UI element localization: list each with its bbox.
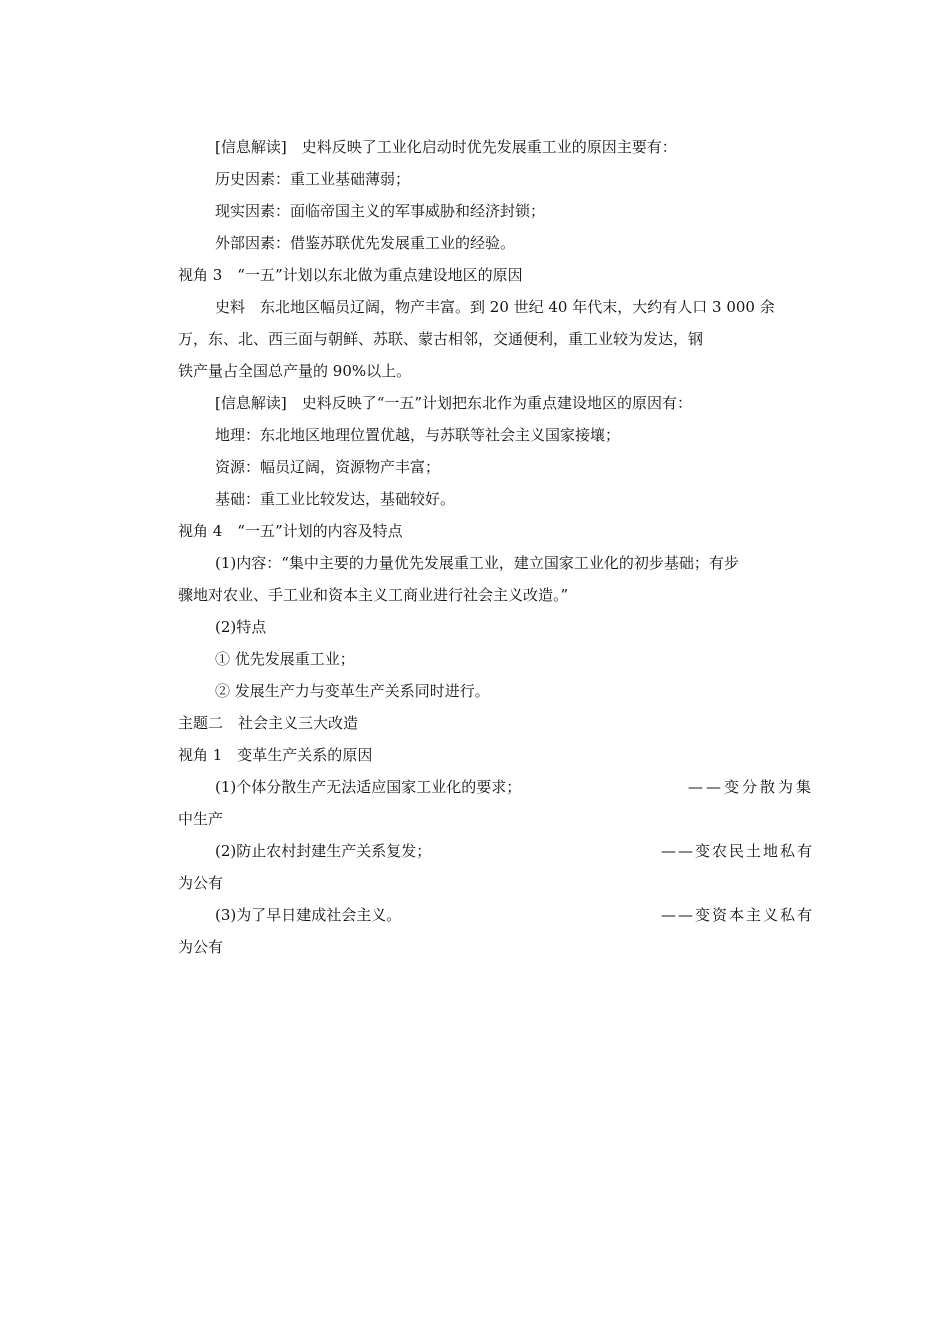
reason2-left: (2)防止农村封建生产关系复发； [215, 842, 432, 860]
external-factor: 外部因素：借鉴苏联优先发展重工业的经验。 [215, 234, 516, 252]
realistic-factor: 现实因素：面临帝国主义的军事威胁和经济封锁； [215, 202, 546, 220]
view3-heading: 视角 3 “一五”计划以东北做为重点建设地区的原因 [178, 266, 523, 284]
historical-factor: 历史因素：重工业基础薄弱； [215, 170, 411, 188]
view3-source-line1: 史料 东北地区幅员辽阔，物产丰富。到 20 世纪 40 年代末，大约有人口 3 000 余 [215, 298, 775, 316]
view3-source-line3: 铁产量占全国总产量的 90%以上。 [178, 362, 412, 380]
reason2-continuation: 为公有 [178, 874, 224, 892]
reason2-right: ——变农民土地私有 [660, 842, 814, 860]
reason1-right: ——变分散为集 [687, 778, 814, 796]
reason1-left: (1)个体分散生产无法适应国家工业化的要求； [215, 778, 522, 796]
reason1-continuation: 中生产 [178, 810, 224, 828]
view3-source-line2: 万，东、北、西三面与朝鲜、苏联、蒙古相邻，交通便利，重工业较为发达，钢 [178, 330, 704, 348]
reason3-right: ——变资本主义私有 [660, 906, 814, 924]
view4-features-heading: (2)特点 [215, 618, 267, 636]
reason3-left: (3)为了早日建成社会主义。 [215, 906, 402, 924]
view3-interpretation-intro: [信息解读] 史料反映了“一五”计划把东北作为重点建设地区的原因有： [215, 394, 693, 412]
theme2-heading: 主题二 社会主义三大改造 [178, 714, 359, 732]
theme2-view1-heading: 视角 1 变革生产关系的原因 [178, 746, 373, 764]
view3-foundation: 基础：重工业比较发达，基础较好。 [215, 490, 456, 508]
view3-geography: 地理：东北地区地理位置优越，与苏联等社会主义国家接壤； [215, 426, 621, 444]
view4-heading: 视角 4 “一五”计划的内容及特点 [178, 522, 403, 540]
view4-content-line2: 骤地对农业、手工业和资本主义工商业进行社会主义改造。” [178, 586, 569, 604]
view3-resources: 资源：幅员辽阔，资源物产丰富； [215, 458, 441, 476]
view4-feature2: ② 发展生产力与变革生产关系同时进行。 [215, 682, 490, 700]
view4-content-line1: (1)内容：“集中主要的力量优先发展重工业，建立国家工业化的初步基础；有步 [215, 554, 739, 572]
view4-feature1: ① 优先发展重工业； [215, 650, 355, 668]
theme1-interpretation-intro: [信息解读] 史料反映了工业化启动时优先发展重工业的原因主要有： [215, 138, 677, 156]
reason3-continuation: 为公有 [178, 938, 224, 956]
